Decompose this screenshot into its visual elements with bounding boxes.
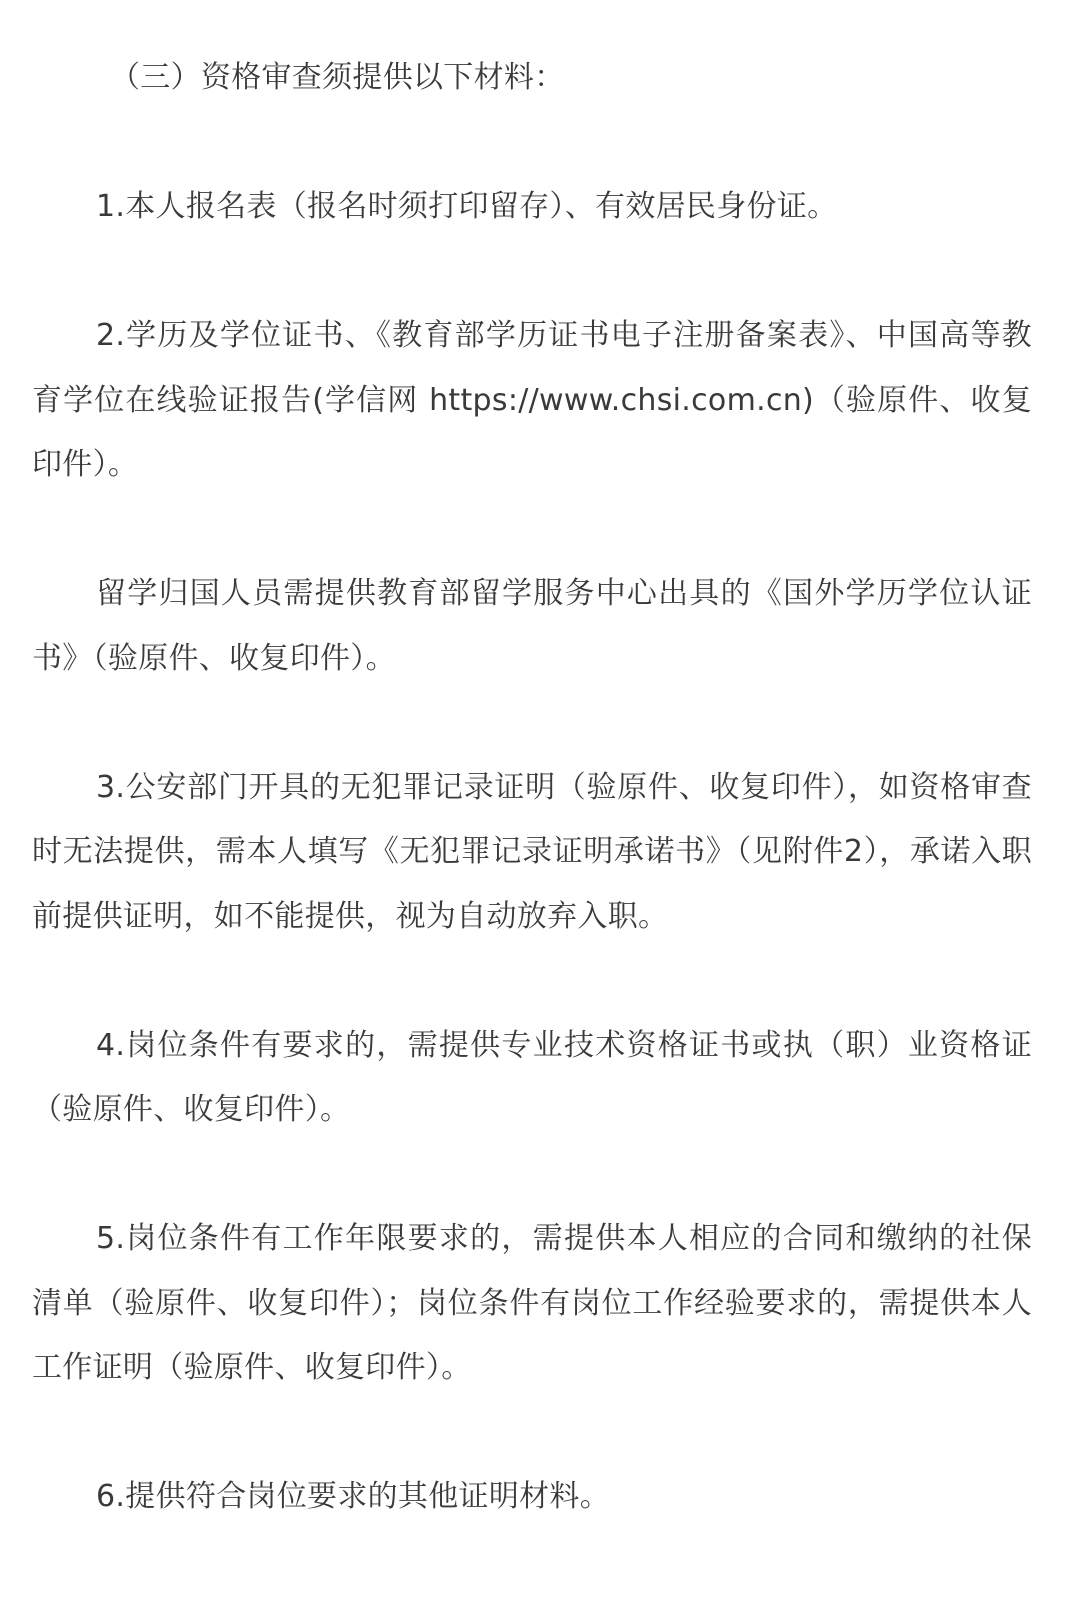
section-title: （三）资格审查须提供以下材料： bbox=[110, 60, 565, 95]
list-item: 4.岗位条件有要求的，需提供专业技术资格证书或执（职）业资格证（验原件、收复印件）。 bbox=[32, 1027, 1032, 1127]
list-item: 3.公安部门开具的无犯罪记录证明（验原件、收复印件），如资格审查时无法提供，需本人填写《无犯罪记录证明承诺书》（见附件2），承诺入职前提供证明，如不能提供，视为自动放弃入职。 bbox=[32, 769, 1032, 934]
list-item: 6.提供符合岗位要求的其他证明材料。 bbox=[96, 1479, 611, 1514]
list-item: 留学归国人员需提供教育部留学服务中心出具的《国外学历学位认证书》（验原件、收复印件）。 bbox=[32, 576, 1032, 676]
list-item: 5.岗位条件有工作年限要求的，需提供本人相应的合同和缴纳的社保清单（验原件、收复印件）；岗位条件有岗位工作经验要求的，需提供本人工作证明（验原件、收复印件）。 bbox=[32, 1221, 1032, 1385]
list-item: 2.学历及学位证书、《教育部学历证书电子注册备案表》、中国高等教育学位在线验证报告(学信网 https://www.chsi.com.cn)（验原件、收复印件）。 bbox=[32, 318, 1032, 482]
list-item: 1.本人报名表（报名时须打印留存）、有效居民身份证。 bbox=[96, 189, 838, 224]
article-body bbox=[32, 46, 1032, 1530]
